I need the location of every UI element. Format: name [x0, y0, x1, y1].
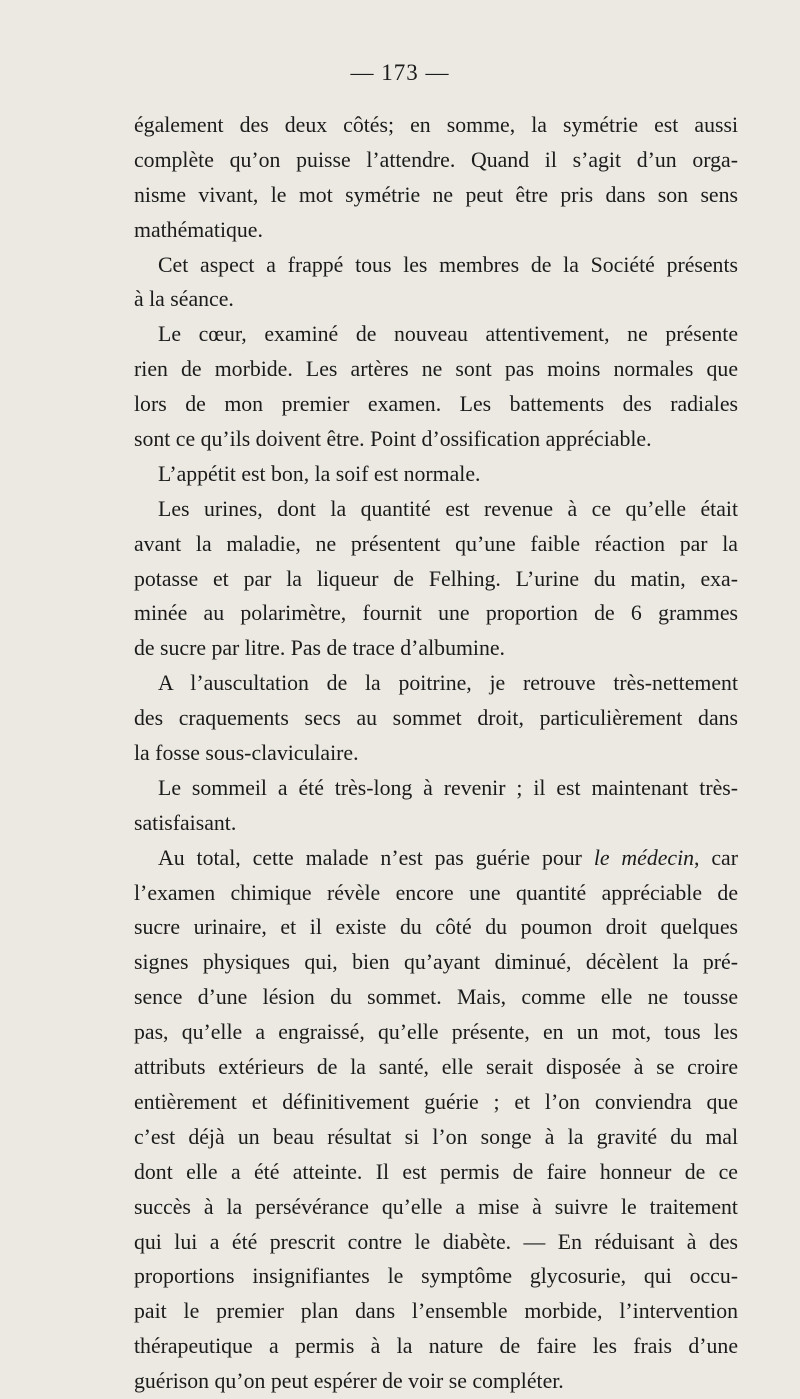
- text-line: pas, qu’elle a engraissé, qu’elle présente, en un mot, tous les: [134, 1020, 738, 1045]
- text-line: l’examen chimique révèle encore une quantité appréciable de: [134, 880, 738, 905]
- page-number: — 173 —: [350, 60, 450, 85]
- text-line-end: , car: [694, 845, 738, 870]
- text-line: lors de mon premier examen. Les battements des radiales: [134, 392, 738, 417]
- text-line: thérapeutique a permis à la nature de faire les frais d’une: [134, 1334, 738, 1359]
- text-line: la fosse sous-claviculaire.: [134, 741, 359, 766]
- text-line: également des deux côtés; en somme, la symétrie est aussi: [134, 113, 738, 137]
- text-line: succès à la persévérance qu’elle a mise à suivre le traitement: [134, 1194, 738, 1219]
- text-line: Le sommeil a été très-long à revenir ; il est maintenant très-: [158, 775, 738, 800]
- text-line: dont elle a été atteinte. Il est permis de faire honneur de ce: [134, 1159, 738, 1184]
- text-line: [134, 841, 738, 876]
- text-line: Le cœur, examiné de nouveau attentivement, ne présente: [158, 322, 738, 347]
- text-line: sucre urinaire, et il existe du côté du poumon droit quelques: [134, 915, 738, 940]
- text-line: attributs extérieurs de la santé, elle serait disposée à se croire: [134, 1055, 738, 1080]
- text-line: à la séance.: [134, 287, 234, 312]
- text-line-start: Au total, cette malade n’est pas guérie pour: [158, 845, 582, 870]
- text-line: rien de morbide. Les artères ne sont pas moins normales que: [134, 357, 738, 382]
- text-line: sont ce qu’ils doivent être. Point d’ossification appréciable.: [134, 427, 652, 452]
- text-line: mathématique.: [134, 217, 263, 242]
- text-line: guérison qu’on peut espérer de voir se compléter.: [134, 1369, 564, 1394]
- text-line: c’est déjà un beau résultat si l’on songe à la gravité du mal: [134, 1124, 738, 1149]
- text-line: des craquements secs au sommet droit, particulièrement dans: [134, 706, 738, 731]
- text-line: Les urines, dont la quantité est revenue à ce qu’elle était: [158, 496, 738, 521]
- text-line: satisfaisant.: [134, 810, 237, 835]
- text-line: nisme vivant, le mot symétrie ne peut être pris dans son sens: [134, 182, 738, 207]
- text-line: L’appétit est bon, la soif est normale.: [158, 461, 481, 486]
- text-line: A l’auscultation de la poitrine, je retrouve très-nettement: [158, 671, 738, 696]
- italic-term: le médecin: [593, 845, 695, 870]
- text-line: entièrement et définitivement guérie ; et l’on conviendra que: [134, 1089, 738, 1114]
- text-line: sence d’une lésion du sommet. Mais, comme elle ne tousse: [134, 985, 738, 1010]
- body-text: [134, 108, 738, 1399]
- text-line: proportions insignifiantes le symptôme glycosurie, qui occu-: [134, 1264, 738, 1289]
- text-line: potasse et par la liqueur de Felhing. L’urine du matin, exa-: [134, 566, 738, 591]
- text-line: de sucre par litre. Pas de trace d’albumine.: [134, 636, 505, 661]
- text-line: Cet aspect a frappé tous les membres de la Société présents: [158, 252, 738, 277]
- text-line: qui lui a été prescrit contre le diabète. — En réduisant à des: [134, 1229, 738, 1254]
- text-line: minée au polarimètre, fournit une proportion de 6 grammes: [134, 601, 738, 626]
- text-line: avant la maladie, ne présentent qu’une faible réaction par la: [134, 531, 738, 556]
- text-line: complète qu’on puisse l’attendre. Quand il s’agit d’un orga-: [134, 147, 738, 172]
- text-line: pait le premier plan dans l’ensemble morbide, l’intervention: [134, 1299, 738, 1324]
- text-line: signes physiques qui, bien qu’ayant diminué, décèlent la pré-: [134, 950, 738, 975]
